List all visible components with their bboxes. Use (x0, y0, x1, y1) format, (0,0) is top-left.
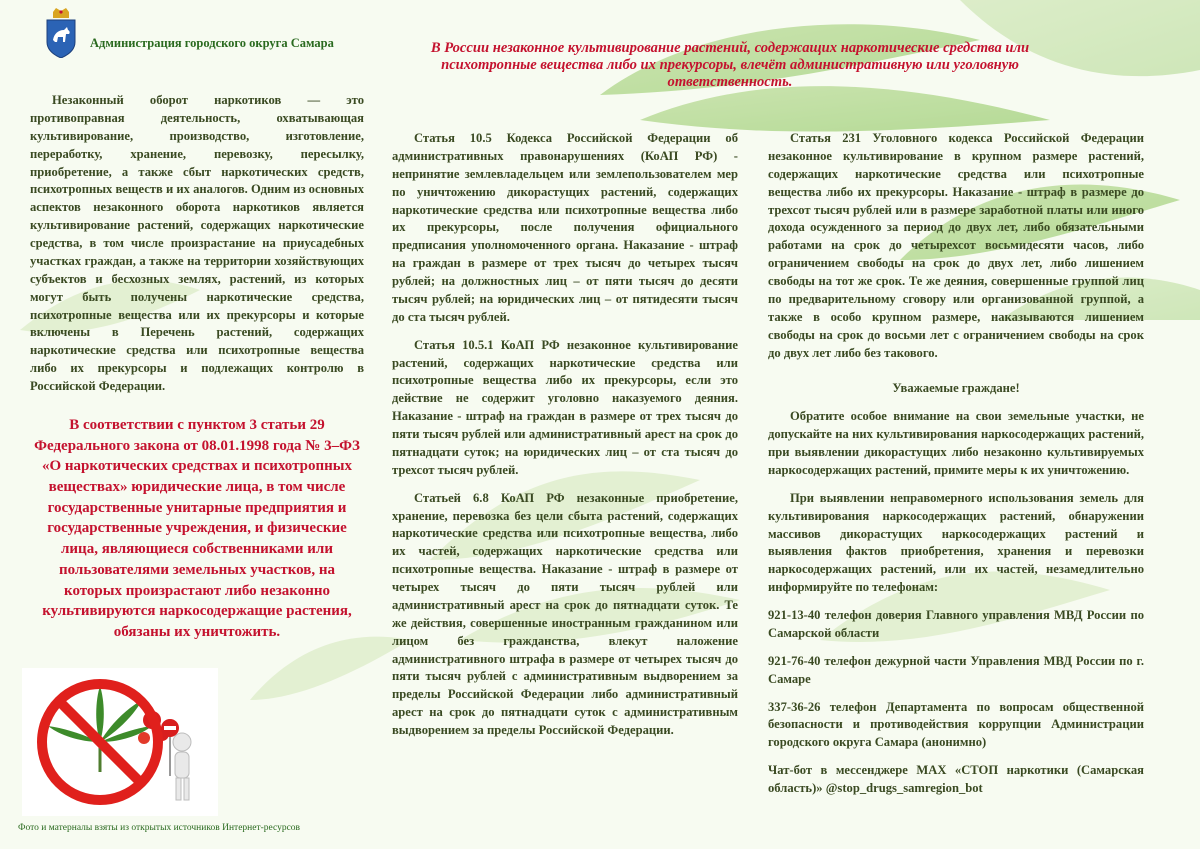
article-10-5: Статья 10.5 Кодекса Российской Федерации об административных правонарушениях (КоАП РФ) - непринятие землевладельцем или землепользователем мер по уничтожению дикорастущих растений, содержащих наркотические средства или психотропные вещества либо их прекурсоры, после получения официального предписания уполномоченного органа. Наказание - штраф на граждан в размере от трех тысяч до четырех тысяч рублей; на должностных лиц – от пяти тысяч до десяти тысяч рублей; на юридических лиц – от пятидесяти тысяч до ста тысяч рублей. (392, 131, 738, 324)
page-headline: В России незаконное культивирование растений, содержащих наркотические средства или психотропные вещества либо их прекурсоры, влечёт административную или уголовную ответственность. (430, 40, 1030, 91)
samara-coat-of-arms-icon (44, 8, 78, 58)
phone-line: 921-13-40 телефон доверия Главного управления МВД России по Самарской области (768, 608, 1144, 640)
organization-name: Администрация городского округа Самара (90, 36, 334, 50)
criminal-article-column (768, 130, 1144, 808)
phone-line: 921-76-40 телефон дежурной части Управления МВД России по г. Самаре (768, 653, 1144, 686)
source-credit: Фото и матерналы взяты из открытых источников Интернет-ресурсов (18, 823, 301, 833)
law-notice: В соответствии с пунктом 3 статьи 29 Федерального закона от 08.01.1998 года № 3–ФЗ «О наркотических средствах и психотропных веществах» юридические лица, в том числе государственные унитарные предприятия и государственные учреждения, и физические лица, являющиеся собственниками или пользователями земельных участков, на которых произрастают либо незаконно культивируются наркосодержащие растения, обязаны их уничтожить. (34, 417, 360, 640)
stop-illustration (22, 668, 218, 816)
appeal-paragraph-1: Обратите особое внимание на свои земельные участки, не допускайте на них культивирования наркосодержащих растений, при выявлении дикорастущих либо незаконно культивируемых наркосодержащих растений, примите меры к их уничтожению. (768, 409, 1144, 477)
phone-line: 337-36-26 телефон Департамента по вопросам общественной безопасности и противодействия коррупции Администрации городского округа Самара (анонимно) (768, 699, 1144, 750)
intro-column (30, 92, 364, 396)
article-231: Статья 231 Уголовного кодекса Российской Федерации незаконное культивирование в крупном размере растений, содержащих наркотические средства или психотропные вещества либо их прекурсоры. Наказание - штраф в размере до трехсот тысяч рублей или в размере заработной платы или иного дохода осужденного за период до двух лет, либо обязательными работами на срок до четырехсот восьмидесяти часов, либо ограничением свободы на срок до двух лет, либо лишением свободы на тот же срок. Те же деяния, совершенные группой лиц по предварительному сговору или организованной группой, а также в особо крупном размере, наказываются лишением свободы на срок до восьми лет с ограничением свободы на срок до двух лет либо без такового. (768, 131, 1144, 360)
no-cannabis-sign-icon (22, 668, 218, 816)
appeal-paragraph-2: При выявлении неправомерного использования земель для культивирования наркосодержащих растений, обнаружении массивов дикорастущих наркосодержащих растений и выявления фактов приобретения, хранения и перевозки наркосодержащих растений, или их частей, незамедлительно информируйте по телефонам: (768, 490, 1144, 595)
chat-bot-line: Чат-бот в мессенджере MAX «СТОП наркотики (Самарская область)» @stop_drugs_samregion_bot (768, 763, 1144, 795)
city-logo (44, 8, 78, 58)
article-6-8: Статьей 6.8 КоАП РФ незаконные приобретение, хранение, перевозка без цели сбыта растений, содержащих наркотические средства или психотропные вещества, либо их частей, содержащих наркотические средства или психотропные вещества. Наказание - штраф в размере от четырех тысяч до пяти тысяч рублей или административный арест на срок до пятнадцати суток. Те же действия, совершенные иностранным гражданином или лицом без гражданства, влекут наложение административного штрафа в размере от четырех тысяч до пяти тысяч рублей с административным выдворением за пределы Российской Федерации либо административный арест на срок до пятнадцати суток с административным выдворением за пределы Российской Федерации. (392, 490, 738, 737)
intro-paragraph: Незаконный оборот наркотиков — это противоправная деятельность, охватывающая культивирование, производство, изготовление, переработку, хранение, перевозку, пересылку, приобретение, а также сбыт наркотических средств, психотропных веществ и их аналогов. Одним из основных аспектов незаконного оборота наркотиков является культивирование растений, содержащих наркотические средства, в том числе произрастание на приусадебных участках граждан, а также на территории хозяйствующих субъектов и бесхозных землях, растений, из которых могут быть получены наркотические средства, психотропные вещества или их прекурсоры и которые включены в Перечень растений, содержащих наркотические средства или психотропные вещества либо их прекурсоры и подлежащих контролю в Российской Федерации. (30, 93, 364, 393)
administrative-articles-column (392, 130, 738, 750)
appeal-title: Уважаемые граждане! (892, 381, 1020, 396)
article-10-5-1: Статья 10.5.1 КоАП РФ незаконное культивирование растений, содержащих наркотические средства или психотропные вещества либо их прекурсоры, если это действие не содержит уголовно наказуемого деяния. Наказание - штраф на граждан в размере от трех тысяч до пяти тысяч рублей или административный арест на срок до пятнадцати суток; на юридических лиц – от ста тысяч до трехсот тысяч рублей. (392, 337, 738, 477)
